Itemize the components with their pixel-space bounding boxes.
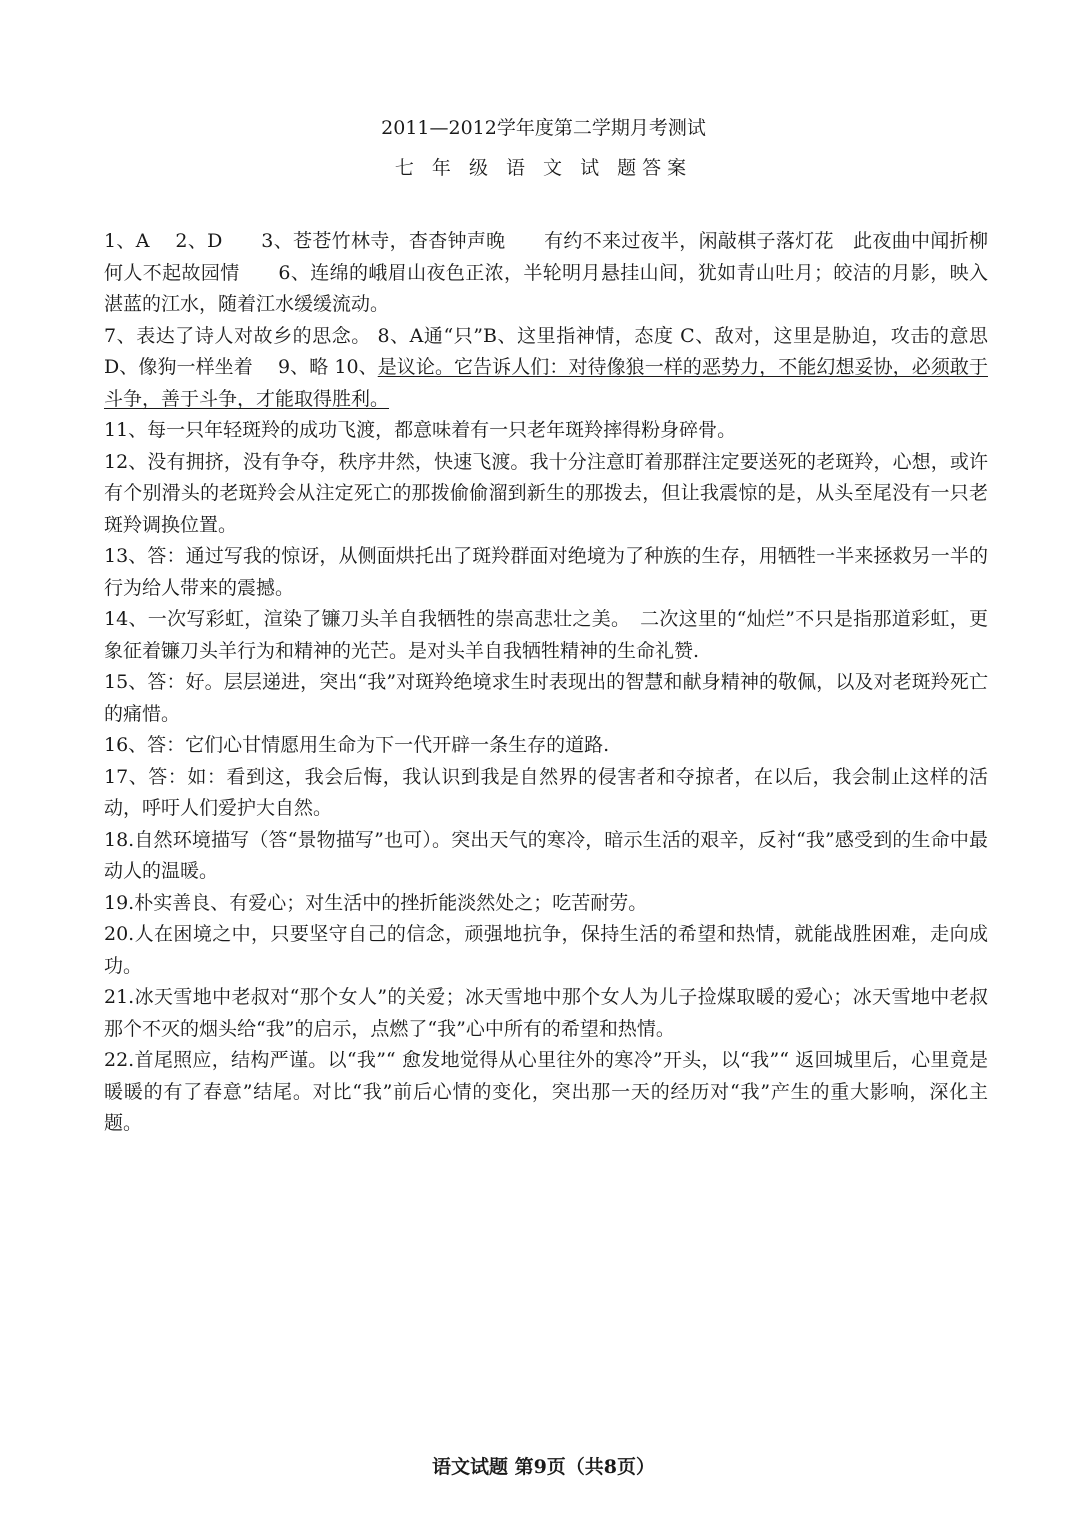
answer-1-6: 1、A 2、D 3、苍苍竹林寺，杳杳钟声晚 有约不来过夜半，闲敲棋子落灯花 此夜曲中闻折柳 何人不起故园情 6、连绵的峨眉山夜色正浓，半轮明月悬挂山间，犹如青山吐月；皎洁的月影，映入湛蓝的江水，随着江水缓缓流动。 (104, 230, 1008, 315)
answer-12: 12、没有拥挤，没有争夺，秩序井然，快速飞渡。我十分注意盯着那群注定要送死的老斑羚，心想，或许有个别滑头的老斑羚会从注定死亡的那拨偷偷溜到新生的那拨去，但让我震惊的是，从头至尾没有一只老斑羚调换位置。 (104, 450, 988, 536)
answer-body (104, 226, 1008, 1140)
answer-13: 13、答：通过写我的惊讶，从侧面烘托出了斑羚群面对绝境为了种族的生存，用牺牲一半来拯救另一半的行为给人带来的震撼。 (104, 545, 988, 599)
document-subtitle: 七 年 级 语 文 试 题答案 (394, 157, 693, 179)
page-footer: 语文试题 第9页（共8页） (431, 1456, 656, 1478)
document-title: 2011—2012学年度第二学期月考测试 (381, 117, 706, 139)
answer-19: 19.朴实善良、有爱心；对生活中的挫折能淡然处之；吃苦耐劳。 (104, 891, 648, 914)
answer-21: 21.冰天雪地中老叔对“那个女人”的关爱；冰天雪地中那个女人为儿子捡煤取暖的爱心；冰天雪地中老叔那个不灭的烟头给“我”的启示，点燃了“我”心中所有的希望和热情。 (104, 986, 988, 1040)
answer-18: 18.自然环境描写（答“景物描写”也可）。突出天气的寒冷，暗示生活的艰辛，反衬“我”感受到的生命中最动人的温暖。 (104, 828, 988, 882)
answer-14: 14、一次写彩虹，渲染了镰刀头羊自我牺牲的崇高悲壮之美。 二次这里的“灿烂”不只是指那道彩虹，更象征着镰刀头羊行为和精神的光芒。是对头羊自我牺牲精神的生命礼赞. (104, 608, 988, 662)
answer-20: 20.人在困境之中，只要坚守自己的信念，顽强地抗争，保持生活的希望和热情，就能战胜困难，走向成功。 (104, 923, 988, 977)
answer-15: 15、答：好。层层递进，突出“我”对斑羚绝境求生时表现出的智慧和献身精神的敬佩，以及对老斑羚死亡的痛惜。 (104, 671, 988, 725)
answer-17: 17、答：如：看到这，我会后悔，我认识到我是自然界的侵害者和夺掠者，在以后，我会制止这样的活动，呼吁人们爱护大自然。 (104, 765, 988, 819)
answer-11: 11、每一只年轻斑羚的成功飞渡，都意味着有一只老年斑羚摔得粉身碎骨。 (104, 419, 737, 441)
answer-16: 16、答：它们心甘情愿用生命为下一代开辟一条生存的道路. (104, 734, 610, 756)
answer-7-10 (104, 321, 988, 416)
answer-22: 22.首尾照应，结构严谨。以“我”“ 愈发地觉得从心里往外的寒冷”开头，以“我”“ 返回城里后，心里竟是暖暖的有了春意”结尾。对比“我”前后心情的变化，突出那一天的经历对“我”产生的重大影响，深化主题。 (104, 1049, 988, 1134)
answer-10-underlined: 是议论。它告诉人们：对待像狼一样的恶势力，不能幻想妥协，必须敢于斗争，善于斗争，才能取得胜利。 (104, 356, 988, 410)
answer-7-10-text: 7、表达了诗人对故乡的思念。 8、A通“只”B、这里指神情，态度 C、敌对，这里是胁迫，攻击的意思 D、像狗一样坐着 9、略 10、 (104, 324, 988, 378)
